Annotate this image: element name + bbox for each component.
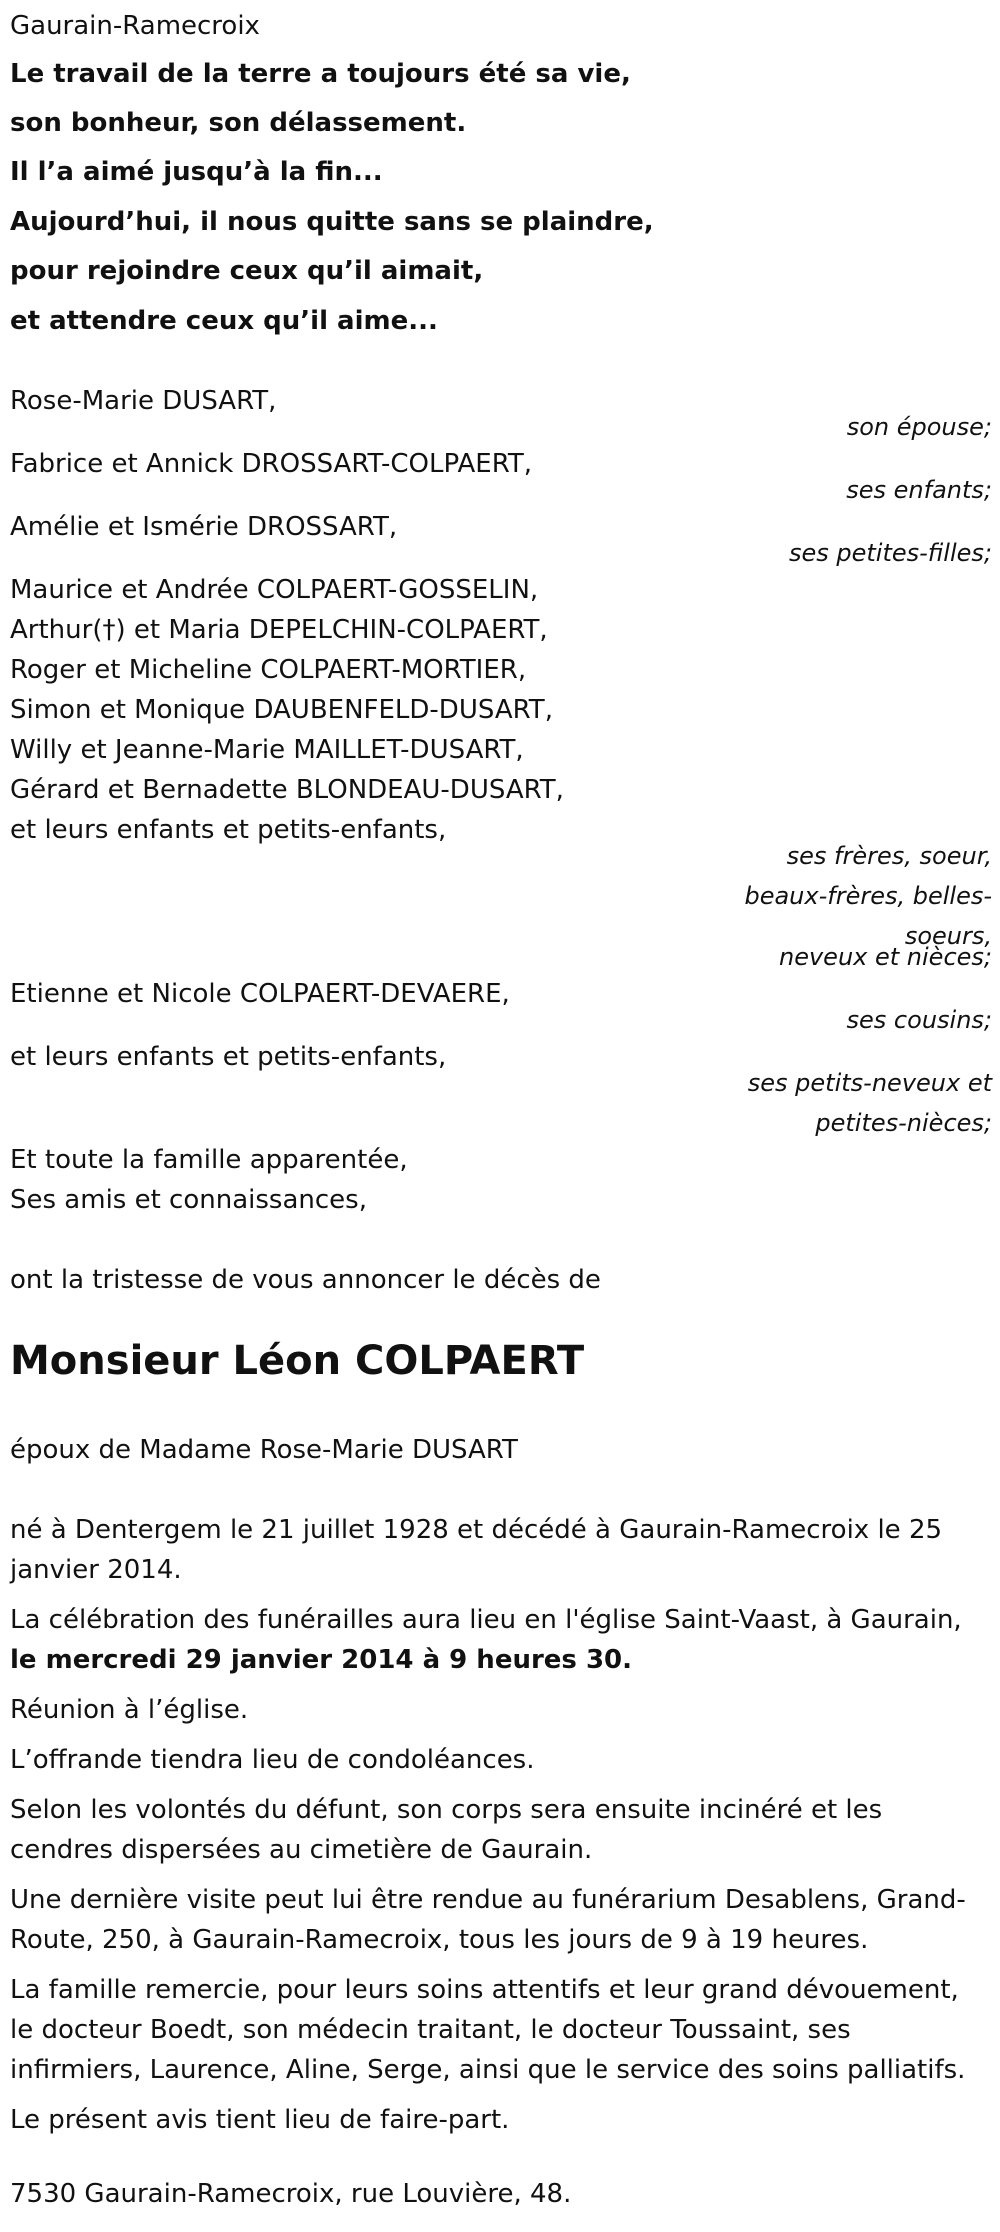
address: 7530 Gaurain-Ramecroix, rue Louvière, 48. xyxy=(10,2179,572,2209)
announcement: ont la tristesse de vous annoncer le décès de xyxy=(10,1265,601,1295)
granddaughters-name: Amélie et Ismérie DROSSART, xyxy=(10,512,398,542)
sibling-name: Simon et Monique DAUBENFELD-DUSART, xyxy=(10,695,553,725)
spouse-name: Rose-Marie DUSART, xyxy=(10,386,277,416)
cousins-relation: ses cousins; xyxy=(846,1006,992,1034)
siblings-relation: beaux-frères, belles- xyxy=(744,882,992,910)
children-name: Fabrice et Annick DROSSART-COLPAERT, xyxy=(10,449,533,479)
visit: Une dernière visite peut lui être rendue au funérarium Desablens, Grand-Route, 250, à Gaurain-Ramecroix, tous les jours de 9 à 19 heures. xyxy=(10,1885,966,1955)
cousins-name: Etienne et Nicole COLPAERT-DEVAERE, xyxy=(10,979,510,1009)
sibling-descendants: et leurs enfants et petits-enfants, xyxy=(10,815,447,845)
spouse-line: époux de Madame Rose-Marie DUSART xyxy=(10,1435,518,1465)
poem-line: son bonheur, son délassement. xyxy=(10,108,467,138)
cremation: Selon les volontés du défunt, son corps sera ensuite incinéré et les cendres dispersées au cimetière de Gaurain. xyxy=(10,1795,883,1865)
sibling-name: Gérard et Bernadette BLONDEAU-DUSART, xyxy=(10,775,564,805)
birth-death: né à Dentergem le 21 juillet 1928 et décédé à Gaurain-Ramecroix le 25 janvier 2014. xyxy=(10,1515,943,1585)
friends: Ses amis et connaissances, xyxy=(10,1185,367,1215)
notice: Le présent avis tient lieu de faire-part. xyxy=(10,2105,510,2135)
poem-line: Le travail de la terre a toujours été sa vie, xyxy=(10,59,631,89)
children-relation: ses enfants; xyxy=(846,476,992,504)
grandnephews-relation: petites-nièces; xyxy=(815,1109,992,1137)
offering: L’offrande tiendra lieu de condoléances. xyxy=(10,1745,535,1775)
thanks: La famille remercie, pour leurs soins attentifs et leur grand dévouement, le docteur Boedt, son médecin traitant, le docteur Toussaint, ses infirmiers, Laurence, Aline, Serge, ainsi que le service des soins palliatifs. xyxy=(10,1975,966,2085)
poem-line: Aujourd’hui, il nous quitte sans se plaindre, xyxy=(10,207,654,237)
location-header: Gaurain-Ramecroix xyxy=(10,11,260,41)
poem-line: et attendre ceux qu’il aime... xyxy=(10,306,438,336)
funeral-date: le mercredi 29 janvier 2014 à 9 heures 30. xyxy=(10,1645,633,1675)
deceased-name: Monsieur Léon COLPAERT xyxy=(10,1338,585,1384)
siblings-relation: soeurs, xyxy=(904,922,992,950)
sibling-name: Maurice et Andrée COLPAERT-GOSSELIN, xyxy=(10,575,539,605)
grandnephews-name: et leurs enfants et petits-enfants, xyxy=(10,1042,447,1072)
siblings-relation: neveux et nièces; xyxy=(779,943,992,971)
funeral-text: La célébration des funérailles aura lieu en l'église Saint-Vaast, à Gaurain, xyxy=(10,1605,962,1635)
sibling-name: Roger et Micheline COLPAERT-MORTIER, xyxy=(10,655,527,685)
siblings-relation: ses frères, soeur, xyxy=(786,842,992,870)
poem-line: Il l’a aimé jusqu’à la fin... xyxy=(10,157,383,187)
granddaughters-relation: ses petites-filles; xyxy=(788,539,992,567)
spouse-relation: son épouse; xyxy=(846,413,992,441)
funeral-info xyxy=(10,1600,990,1680)
grandnephews-relation: ses petits-neveux et xyxy=(747,1069,992,1097)
sibling-name: Willy et Jeanne-Marie MAILLET-DUSART, xyxy=(10,735,524,765)
meeting: Réunion à l’église. xyxy=(10,1695,249,1725)
extended-family: Et toute la famille apparentée, xyxy=(10,1145,408,1175)
poem-line: pour rejoindre ceux qu’il aimait, xyxy=(10,256,484,286)
sibling-name: Arthur(†) et Maria DEPELCHIN-COLPAERT, xyxy=(10,615,548,645)
